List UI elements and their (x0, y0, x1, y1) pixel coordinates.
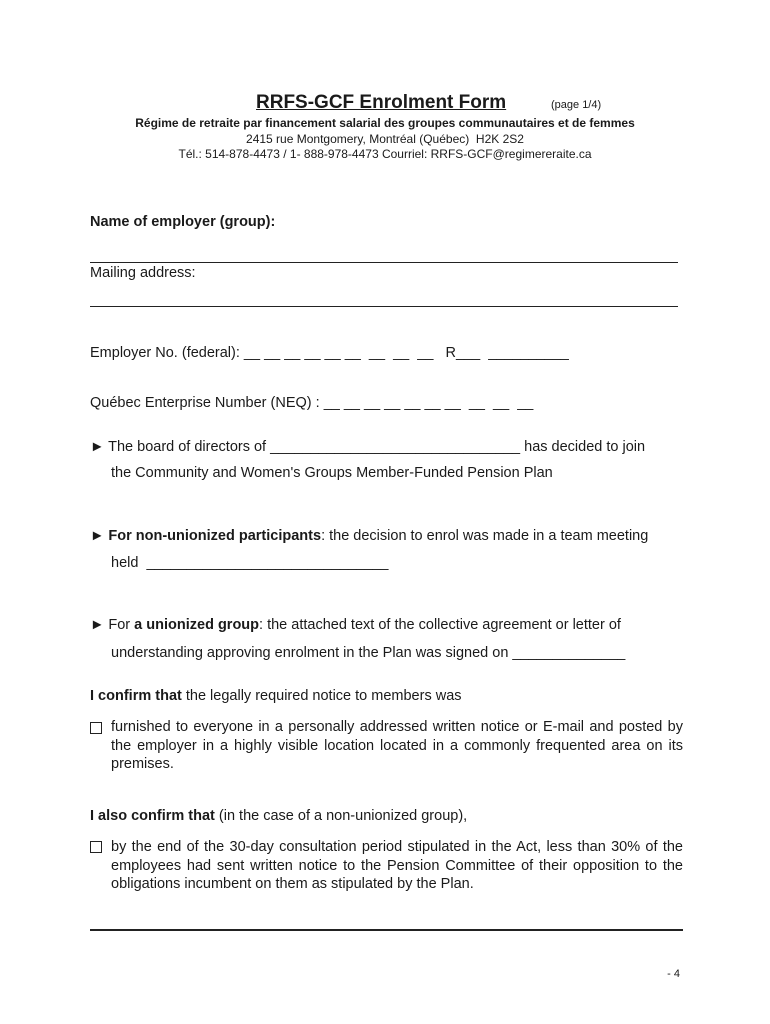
also-confirm-text: (in the case of a non-unionized group), (214, 808, 468, 824)
confirm-text: the legally required notice to members was (181, 688, 462, 704)
contact-line: Tél.: 514-878-4473 / 1- 888-978-4473 Courriel: RRFS-GCF@regimereraite.ca (178, 147, 592, 161)
arrow-bullet: ► (90, 528, 109, 544)
unionized-heading: a unionized group (134, 617, 260, 633)
employer-name-label: Name of employer (group): (90, 214, 276, 230)
page-number: - 4 (667, 968, 680, 980)
form-title: RRFS-GCF Enrolment Form (256, 92, 507, 113)
notice-furnished-checkbox[interactable] (90, 722, 102, 734)
confirm-statement (90, 688, 462, 704)
employer-name-field[interactable] (90, 262, 678, 263)
non-unionized-statement (90, 528, 648, 544)
mailing-address-label: Mailing address: (90, 265, 196, 281)
confirm-heading: I confirm that (90, 688, 182, 704)
mailing-address-field[interactable] (90, 306, 678, 307)
opposition-threshold-checkbox[interactable] (90, 841, 102, 853)
page-indicator: (page 1/4) (551, 99, 602, 111)
notice-furnished-text: furnished to everyone in a personally addressed written notice or E-mail and posted by the employer in a highly visible location located in a commonly frequented area on its premises. (111, 719, 683, 772)
address: 2415 rue Montgomery, Montréal (Québec) H2K 2S2 (246, 132, 524, 146)
footer-divider (90, 929, 683, 931)
non-unionized-heading: For non-unionized participants (108, 528, 322, 544)
unionized-text: : the attached text of the collective agreement or letter of (259, 617, 621, 633)
non-unionized-text: : the decision to enrol was made in a team meeting (321, 528, 649, 544)
unionized-prefix: ► For (90, 617, 135, 633)
opposition-threshold-text: by the end of the 30-day consultation period stipulated in the Act, less than 30% of the employees had sent written notice to the Pension Committee of their opposition to the obligations incumbent on them as stipulated by the Plan. (111, 839, 683, 892)
employer-number-field[interactable]: Employer No. (federal): __ __ __ __ __ __ __ __ __ R___ __________ (90, 345, 569, 361)
neq-field[interactable]: Québec Enterprise Number (NEQ) : __ __ __ __ __ __ __ __ __ __ (90, 395, 534, 411)
plan-name-french: Régime de retraite par financement salarial des groupes communautaires et de femmes (135, 116, 635, 130)
also-confirm-heading: I also confirm that (90, 808, 215, 824)
meeting-held-date-field[interactable]: held ______________________________ (111, 555, 389, 571)
board-decision-line-2: the Community and Women's Groups Member-Funded Pension Plan (111, 465, 553, 481)
agreement-signed-date-field[interactable]: understanding approving enrolment in the Plan was signed on ______________ (111, 645, 626, 661)
unionized-statement (90, 617, 621, 633)
also-confirm-statement (90, 808, 467, 824)
board-decision-line[interactable]: ► The board of directors of _______________________________ has decided to join (90, 439, 646, 455)
